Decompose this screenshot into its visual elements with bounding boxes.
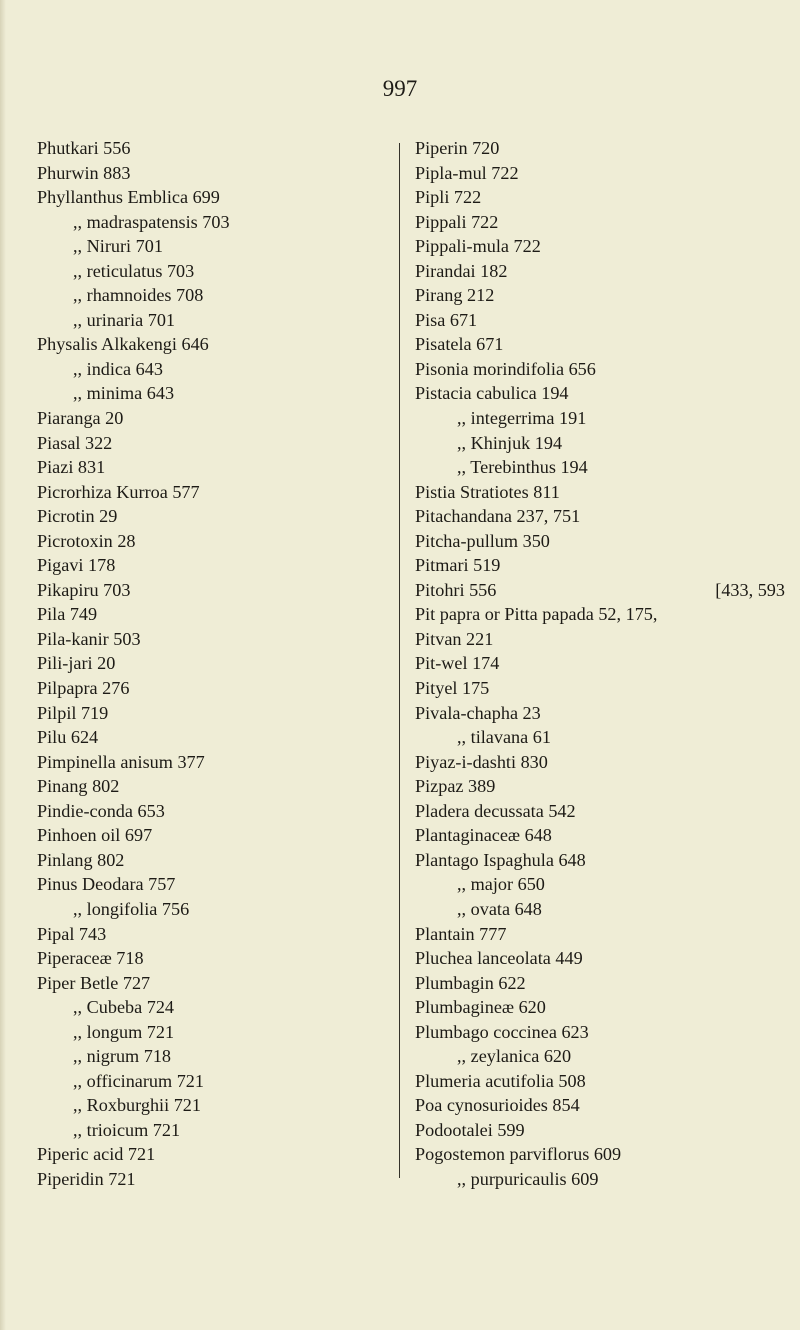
index-entry: Pisonia morindifolia 656 (415, 358, 596, 379)
index-entry: Piasal 322 (37, 432, 113, 453)
index-entry: Pizpaz 389 (415, 776, 496, 797)
index-subentry: ,, ovata 648 (457, 898, 542, 919)
index-entry: Plumbago coccinea 623 (415, 1021, 589, 1042)
index-entry: Piperidin 721 (37, 1168, 136, 1189)
continuation-note: [433, 593 (715, 579, 785, 600)
index-entry: Piazi 831 (37, 457, 106, 478)
index-subentry: ,, Roxburghii 721 (73, 1095, 201, 1116)
index-entry-text: Pitohri 556 (415, 579, 497, 600)
index-entry: Phurwin 883 (37, 162, 131, 183)
index-entry: Plumbagin 622 (415, 972, 526, 993)
index-entry-with-continuation (415, 578, 785, 603)
page-edge-shadow (0, 0, 6, 1330)
index-subentry: ,, Niruri 701 (73, 236, 163, 257)
index-entry: Pigavi 178 (37, 555, 116, 576)
index-entry: Physalis Alkakengi 646 (37, 334, 209, 355)
index-entry: Picrotoxin 28 (37, 530, 136, 551)
index-entry: Plantain 777 (415, 923, 507, 944)
index-entry: Pladera decussata 542 (415, 800, 576, 821)
index-entry: Pimpinella anisum 377 (37, 751, 205, 772)
index-subentry: ,, officinarum 721 (73, 1070, 204, 1091)
index-entry: Piperin 720 (415, 138, 500, 158)
index-entry: Phyllanthus Emblica 699 (37, 187, 220, 208)
index-subentry: ,, zeylanica 620 (457, 1046, 572, 1067)
index-entry: Pityel 175 (415, 678, 490, 699)
index-entry: Plumbagineæ 620 (415, 997, 546, 1018)
index-entry: Pisa 671 (415, 309, 478, 330)
index-entry: Pinlang 802 (37, 849, 125, 870)
index-subentry: ,, Cubeba 724 (73, 997, 175, 1018)
index-subentry: ,, rhamnoides 708 (73, 285, 204, 306)
index-subentry: ,, reticulatus 703 (73, 260, 195, 281)
index-column-right (415, 136, 785, 1192)
index-entry: Pippali 722 (415, 211, 499, 232)
index-entry: Pit-wel 174 (415, 653, 500, 674)
index-entry: Plumeria acutifolia 508 (415, 1070, 586, 1091)
index-entry: Pili-jari 20 (37, 653, 116, 674)
column-divider (399, 143, 400, 1178)
page-number: 997 (382, 76, 418, 101)
index-subentry: ,, nigrum 718 (73, 1046, 172, 1067)
index-entry: Pindie-conda 653 (37, 800, 165, 821)
index-entry: Plantago Ispaghula 648 (415, 849, 586, 870)
index-entry: Pitmari 519 (415, 555, 501, 576)
index-entry: Pila 749 (37, 604, 98, 625)
index-subentry: ,, Terebinthus 194 (457, 457, 588, 478)
index-subentry: ,, madraspatensis 703 (73, 211, 230, 232)
index-entry: Picrorhiza Kurroa 577 (37, 481, 200, 502)
index-subentry: ,, Khinjuk 194 (457, 432, 563, 453)
index-subentry: ,, integerrima 191 (457, 408, 587, 429)
index-subentry: ,, indica 643 (73, 358, 163, 379)
index-entry: Pipal 743 (37, 923, 107, 944)
index-entry: Pipla-mul 722 (415, 162, 519, 183)
index-entry: Piyaz-i-dashti 830 (415, 751, 548, 772)
index-subentry: ,, tilavana 61 (457, 727, 551, 748)
index-entry: Pinhoen oil 697 (37, 825, 153, 846)
index-entry: Pit papra or Pitta papada 52, 175, (415, 604, 658, 625)
index-subentry: ,, minima 643 (73, 383, 175, 404)
index-entry: Pinus Deodara 757 (37, 874, 176, 895)
index-entry: Pippali-mula 722 (415, 236, 541, 257)
index-subentry: ,, trioicum 721 (73, 1119, 181, 1140)
index-entry: Piaranga 20 (37, 408, 124, 429)
index-entry: Pila-kanir 503 (37, 628, 141, 649)
index-entry: Pistia Stratiotes 811 (415, 481, 560, 502)
index-entry: Pivala-chapha 23 (415, 702, 541, 723)
index-entry: Pirandai 182 (415, 260, 508, 281)
index-entry: Pinang 802 (37, 776, 120, 797)
index-subentry: ,, major 650 (457, 874, 545, 895)
index-column-left (37, 136, 382, 1192)
index-entry: Pluchea lanceolata 449 (415, 948, 583, 969)
index-entry: Pogostemon parviflorus 609 (415, 1144, 622, 1165)
index-entry: Pitcha-pullum 350 (415, 530, 550, 551)
index-entry: Poa cynosurioides 854 (415, 1095, 580, 1116)
index-entry: Pilpapra 276 (37, 678, 130, 699)
index-entry: Pipli 722 (415, 187, 482, 208)
index-subentry: ,, longum 721 (73, 1021, 175, 1042)
index-entry: Plantaginaceæ 648 (415, 825, 552, 846)
index-subentry: ,, purpuricaulis 609 (457, 1168, 599, 1189)
index-entry: Pirang 212 (415, 285, 495, 306)
index-entry: Piperic acid 721 (37, 1144, 156, 1165)
index-entry: Pilpil 719 (37, 702, 109, 723)
index-entry: Pistacia cabulica 194 (415, 383, 569, 404)
index-entry: Pikapiru 703 (37, 579, 131, 600)
index-entry: Pisatela 671 (415, 334, 504, 355)
index-entry: Pitvan 221 (415, 628, 494, 649)
index-entry: Pitachandana 237, 751 (415, 506, 581, 527)
index-subentry: ,, urinaria 701 (73, 309, 176, 330)
index-entry: Podootalei 599 (415, 1119, 525, 1140)
index-subentry: ,, longifolia 756 (73, 898, 190, 919)
index-entry: Pilu 624 (37, 727, 99, 748)
index-entry: Piperaceæ 718 (37, 948, 144, 969)
index-entry: Picrotin 29 (37, 506, 118, 527)
index-entry: Piper Betle 727 (37, 972, 151, 993)
index-entry: Phutkari 556 (37, 138, 131, 158)
